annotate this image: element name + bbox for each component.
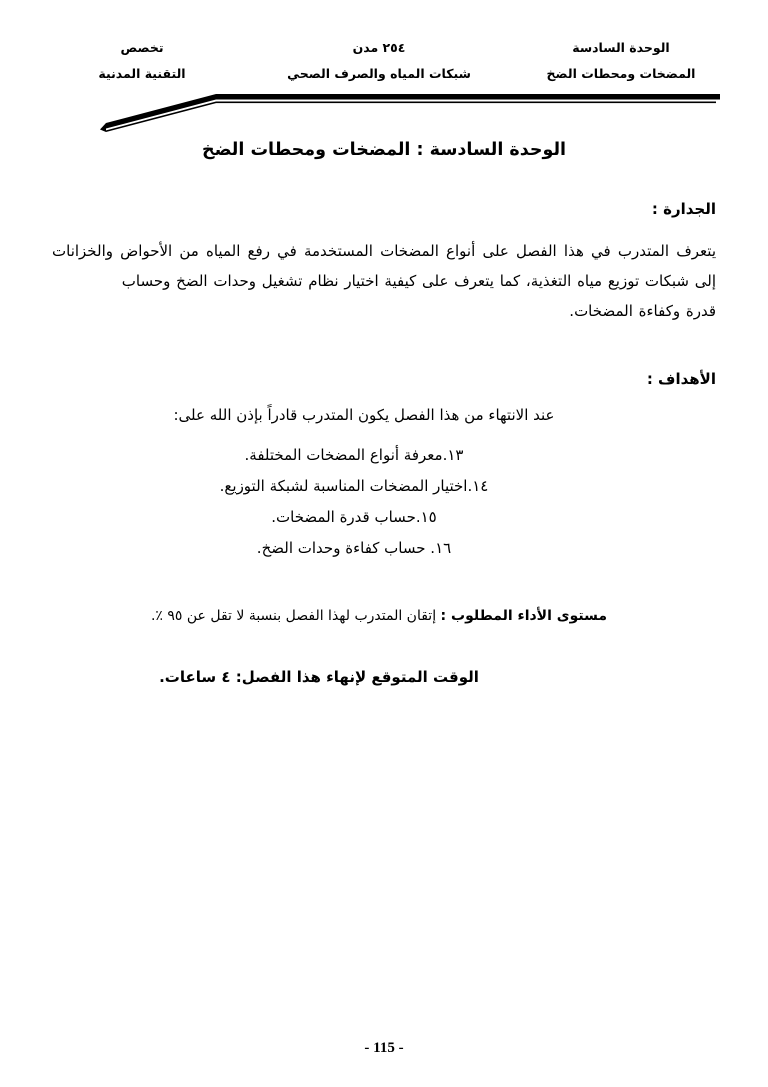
- competency-line-1: يتعرف المتدرب في هذا الفصل على أنواع المضخات المستخدمة في رفع المياه من الأحواض والخزانات: [52, 242, 716, 260]
- header-specialty-line2: التقنية المدنية: [98, 65, 186, 81]
- divider-flag-icon: [20, 88, 720, 136]
- performance-level-line: [52, 608, 716, 624]
- list-item: ١٦. حساب كفاءة وحدات الضخ.: [256, 539, 452, 557]
- expected-duration-line: الوقت المتوقع لإنهاء هذا الفصل: ٤ ساعات.: [159, 668, 479, 686]
- header-unit: [526, 42, 716, 80]
- header-specialty: [52, 42, 232, 80]
- objectives-list: [52, 440, 716, 564]
- objectives-heading: الأهداف :: [646, 370, 716, 388]
- performance-level-text: إتقان المتدرب لهذا الفصل بنسبة لا تقل عن ٩٥ ٪.: [150, 608, 437, 624]
- header-unit-number: الوحدة السادسة: [572, 40, 670, 55]
- header-course-code: ٢٥٤ مدن: [352, 40, 406, 55]
- header-course-title: شبكات المياه والصرف الصحي: [287, 65, 471, 81]
- objectives-intro: عند الانتهاء من هذا الفصل يكون المتدرب قادراً بإذن الله على:: [173, 406, 555, 424]
- header-divider-rule: [20, 88, 720, 136]
- header-course: [254, 42, 504, 80]
- competency-line-3: قدرة وكفاءة المضخات.: [569, 302, 716, 320]
- competency-heading: الجدارة :: [651, 200, 716, 218]
- header-unit-title: المضخات ومحطات الضخ: [546, 65, 696, 81]
- competency-paragraph: [52, 236, 716, 326]
- performance-level-label: مستوى الأداء المطلوب :: [440, 608, 608, 624]
- list-item: ١٤.اختيار المضخات المناسبة لشبكة التوزيع.: [219, 477, 489, 495]
- competency-line-2: إلى شبكات توزيع مياه التغذية، كما يتعرف على كيفية اختيار نظام تشغيل وحدات الضخ وحساب: [121, 272, 716, 290]
- list-item: ١٥.حساب قدرة المضخات.: [271, 508, 437, 526]
- page-content: [52, 200, 716, 686]
- header-specialty-line1: تخصص: [120, 40, 164, 55]
- list-item: ١٣.معرفة أنواع المضخات المختلفة.: [244, 446, 464, 464]
- page-title: الوحدة السادسة : المضخات ومحطات الضخ: [201, 140, 567, 160]
- page-number: - 115 -: [364, 1040, 404, 1056]
- running-header: [52, 42, 716, 92]
